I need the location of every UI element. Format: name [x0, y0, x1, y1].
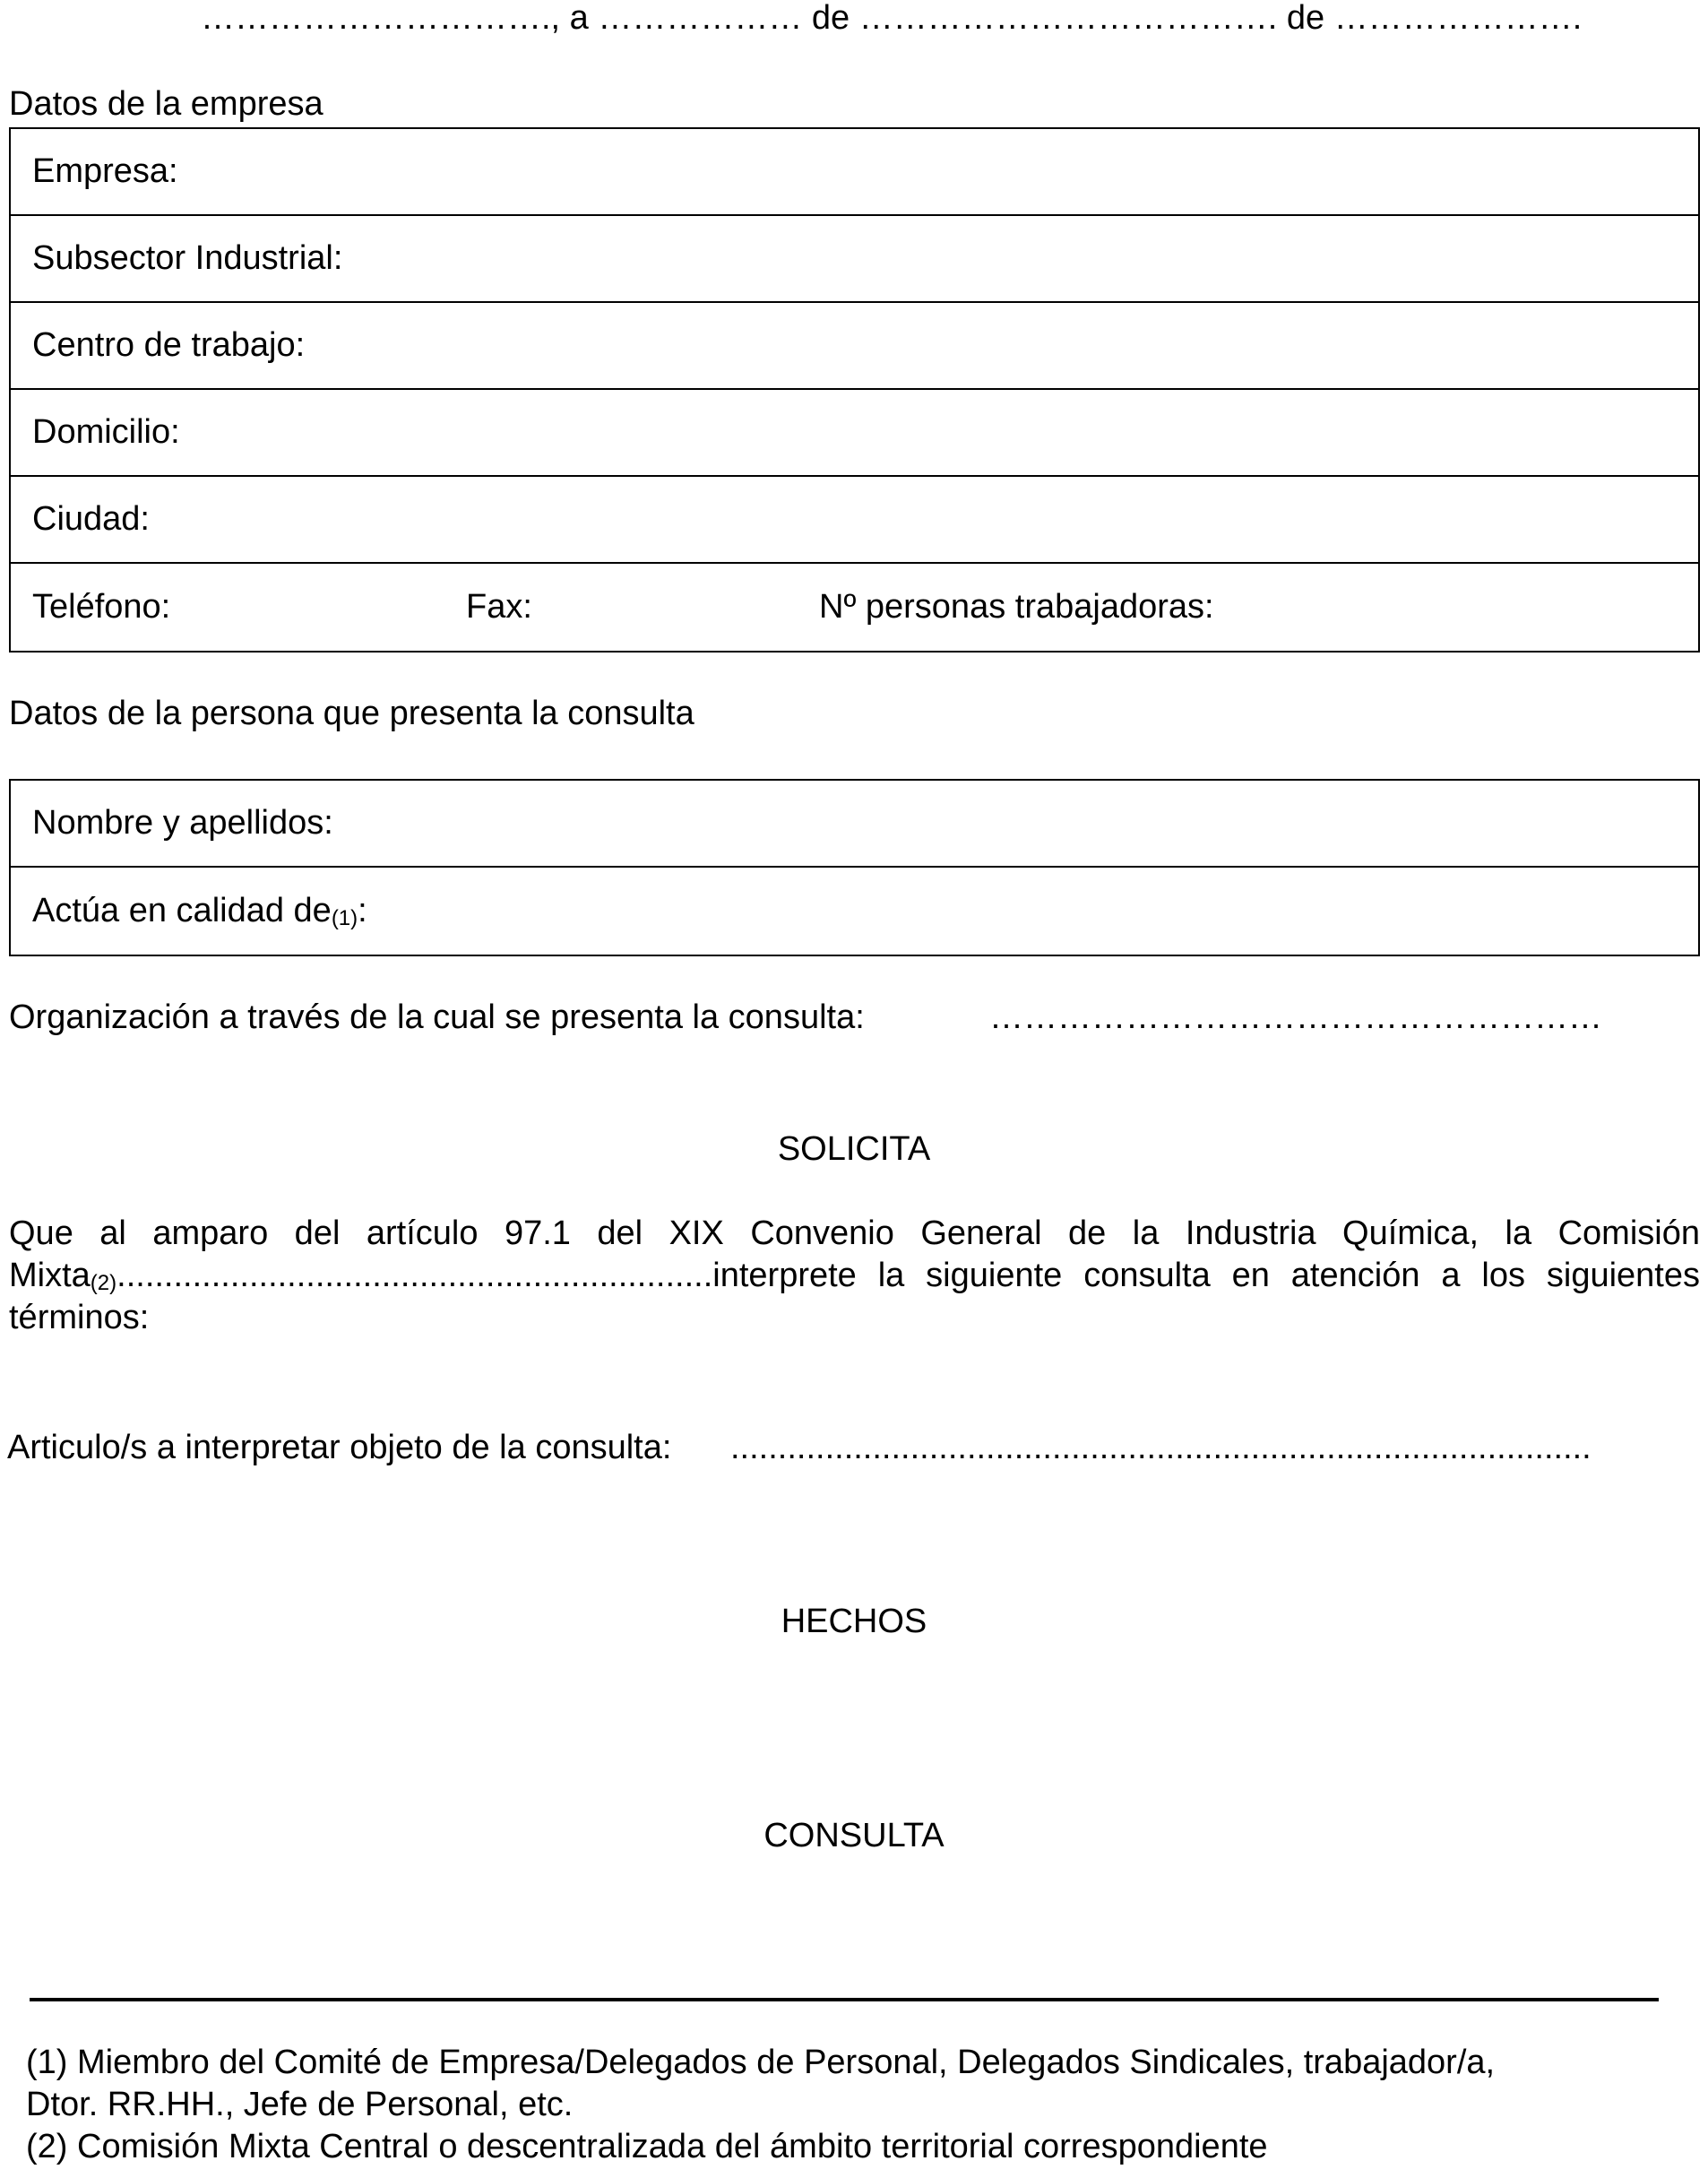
footnote-divider — [30, 1998, 1659, 2001]
telefono-label: Teléfono: — [32, 587, 171, 626]
fax-label: Fax: — [466, 587, 532, 626]
subsector-label: Subsector Industrial: — [32, 238, 343, 277]
articulo-label: Articulo/s a interpretar objeto de la consulta: — [7, 1429, 672, 1466]
date-line: …………………………., a ……………… de ………………………………. de …………………. — [201, 0, 1583, 37]
personas-label: Nº personas trabajadoras: — [819, 587, 1214, 626]
persona-table — [9, 779, 1700, 956]
ciudad-row[interactable] — [11, 477, 1698, 564]
centro-row[interactable] — [11, 303, 1698, 390]
domicilio-label: Domicilio: — [32, 412, 180, 451]
empresa-label: Empresa: — [32, 151, 178, 190]
empresa-table — [9, 127, 1700, 653]
domicilio-row[interactable] — [11, 390, 1698, 477]
footnote-ref-2: (2) — [90, 1271, 117, 1295]
hechos-heading: HECHOS — [781, 1603, 927, 1640]
solicita-line-2: Mixta(2)...............................................................interprete la siguiente consulta en atención a los siguientes — [9, 1257, 1700, 1295]
persona-section-title: Datos de la persona que presenta la consulta — [9, 695, 694, 732]
consulta-heading: CONSULTA — [763, 1817, 945, 1854]
articulo-dots[interactable]: ........................................................................................... — [730, 1429, 1592, 1466]
solicita-line-3: términos: — [9, 1299, 150, 1336]
footnote-2: (2) Comisión Mixta Central o descentralizada del ámbito territorial correspondiente — [26, 2128, 1268, 2165]
organizacion-dots[interactable]: ……………………………………………… — [989, 998, 1602, 1036]
contacto-row[interactable] — [11, 564, 1698, 651]
solicita-line-1: Que al amparo del artículo 97.1 del XIX Convenio General de la Industria Química, la Comisión — [9, 1214, 1700, 1252]
subsector-row[interactable] — [11, 216, 1698, 303]
actua-label: Actúa en calidad de(1): — [32, 891, 367, 930]
footnote-1-line-2: Dtor. RR.HH., Jefe de Personal, etc. — [26, 2086, 574, 2123]
footnote-1-line-1: (1) Miembro del Comité de Empresa/Delegados de Personal, Delegados Sindicales, trabajador/a, — [26, 2044, 1496, 2081]
centro-label: Centro de trabajo: — [32, 325, 306, 364]
nombre-label: Nombre y apellidos: — [32, 803, 333, 842]
actua-row[interactable] — [11, 868, 1698, 955]
footnote-ref-1: (1) — [331, 905, 358, 930]
ciudad-label: Ciudad: — [32, 499, 150, 538]
empresa-section-title: Datos de la empresa — [9, 85, 323, 123]
organizacion-label: Organización a través de la cual se presenta la consulta: — [9, 998, 865, 1036]
empresa-row[interactable] — [11, 129, 1698, 216]
nombre-row[interactable] — [11, 781, 1698, 868]
solicita-heading: SOLICITA — [777, 1130, 931, 1168]
